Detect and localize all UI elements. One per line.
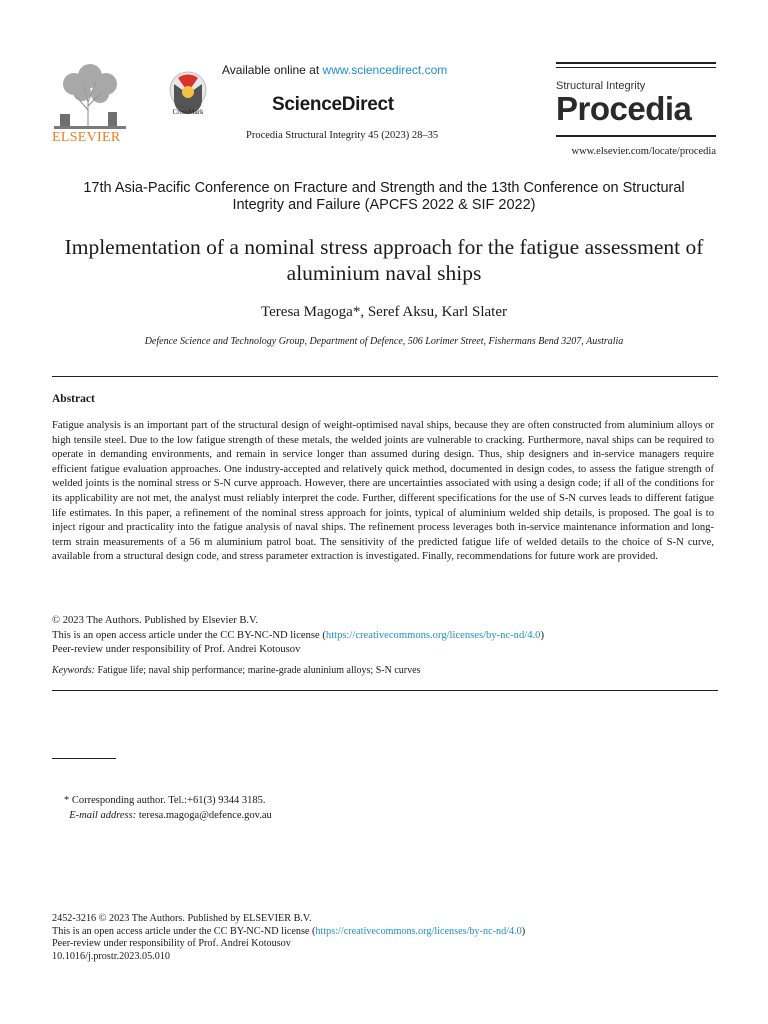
conference-name: 17th Asia-Pacific Conference on Fracture and Strength and the 13th Conference on Structural Integrity and Failure (APCFS 2022 & SIF 2022) (83, 180, 685, 213)
abstract-heading: Abstract (52, 393, 95, 405)
procedia-title: Procedia (556, 90, 692, 127)
footer-copyright: © 2023 The Authors. Published by ELSEVIER B.V. (98, 913, 312, 924)
license-link[interactable]: https://creativecommons.org/licenses/by-nc-nd/4.0 (325, 629, 541, 641)
elsevier-wordmark: ELSEVIER (52, 130, 121, 145)
abstract-body: Fatigue analysis is an important part of the structural design of weight-optimised naval ships, because they are often constructed from aluminium alloys or high tensile steel. Due to the low fatigue strength of these metals, the welded joints are vulnerable to cracking. Furthermore, naval ships can be required to operate in demanding environments, and remain in service longer than assumed during design. Thus, ship designers and in-service managers require efficient fatigue evaluation approaches. One industry-accepted and relatively quick method, documented in design codes, to assess the fatigue strength of welded joints is the nominal stress or S-N curve approach. However, there are uncertainties associated with using a design code; if all of the conditions for its applicability are not met, the analyst must reliably interpret the code. Further, different specifications for the use of S-N curves leads to different fatigue life estimates. In this paper, a refinement of the nominal stress approach for joints, typical of aluminium welded ship details, is proposed. The goal is to inject rigour and practicality into the fatigue analysis of naval ships. The refinement process leverages both in-service maintenance information and long-term strain measurements of a 56 m aluminium patrol boat. The sensitivity of the predicted fatigue life of welded details to the choice of S-N curve, available from a structural design code, and stress parameter extraction is investigated. Finally, recommendations for future work are provided. (52, 420, 714, 563)
copyright-block (52, 614, 544, 658)
journal-reference: Procedia Structural Integrity 45 (2023) 28–35 (246, 130, 439, 141)
email-line (64, 808, 272, 823)
crossmark-label: CrossMark (172, 108, 204, 116)
elsevier-url[interactable]: www.elsevier.com/locate/procedia (571, 146, 716, 157)
issn-line (52, 913, 525, 926)
procedia-rule (556, 135, 716, 137)
email-address[interactable]: teresa.magoga@defence.gov.au (136, 810, 272, 821)
procedia-rule (556, 67, 716, 69)
keywords-label: Keywords: (52, 665, 95, 676)
footer-license-line (52, 926, 525, 939)
author-list: Teresa Magoga*, Seref Aksu, Karl Slater (261, 304, 507, 320)
keywords-text: Fatigue life; naval ship performance; marine-grade aluninium alloys; S-N curves (94, 665, 421, 676)
procedia-rule (556, 62, 716, 64)
issn: 2452-3216 (52, 913, 99, 924)
page-footer (52, 913, 525, 963)
author-affiliation: Defence Science and Technology Group, Department of Defence, 506 Lorimer Street, Fishermans Bend 3207, Australia (144, 336, 624, 347)
divider (52, 690, 718, 691)
doi[interactable]: 10.1016/j.prostr.2023.05.010 (52, 950, 171, 962)
divider (52, 376, 718, 377)
keywords-line (52, 665, 420, 676)
copyright-line: © 2023 The Authors. Published by Elsevier B.V. (52, 615, 258, 626)
peer-review-line: Peer-review under responsibility of Prof. Andrei Kotousov (52, 644, 301, 655)
footnote-divider (52, 758, 116, 759)
procedia-subtitle: Structural Integrity (556, 80, 646, 92)
sciencedirect-link[interactable]: www.sciencedirect.com (322, 63, 448, 77)
sciencedirect-title: ScienceDirect (272, 94, 394, 115)
footer-license-link[interactable]: https://creativecommons.org/licenses/by-nc-nd/4.0 (315, 925, 522, 937)
email-label: E-mail address: (69, 810, 137, 821)
available-prefix: Available online at (222, 63, 323, 77)
paper-title: Implementation of a nominal stress approach for the fatigue assessment of aluminium naval ships (64, 235, 704, 285)
procedia-journal-logo (556, 62, 716, 140)
footer-license-prefix: This is an open access article under the CC BY-NC-ND license ( (52, 925, 316, 937)
license-line (52, 629, 544, 644)
license-prefix: This is an open access article under the CC BY-NC-ND license ( (52, 629, 326, 641)
available-online-line (222, 63, 447, 77)
license-suffix: ) (540, 629, 544, 641)
corresponding-author-line: * Corresponding author. Tel.:+61(3) 9344 3185. (64, 795, 266, 806)
footer-license-suffix: ) (521, 925, 526, 937)
footer-peer-review: Peer-review under responsibility of Prof. Andrei Kotousov (52, 938, 291, 950)
corresponding-author-footnote (64, 793, 272, 823)
